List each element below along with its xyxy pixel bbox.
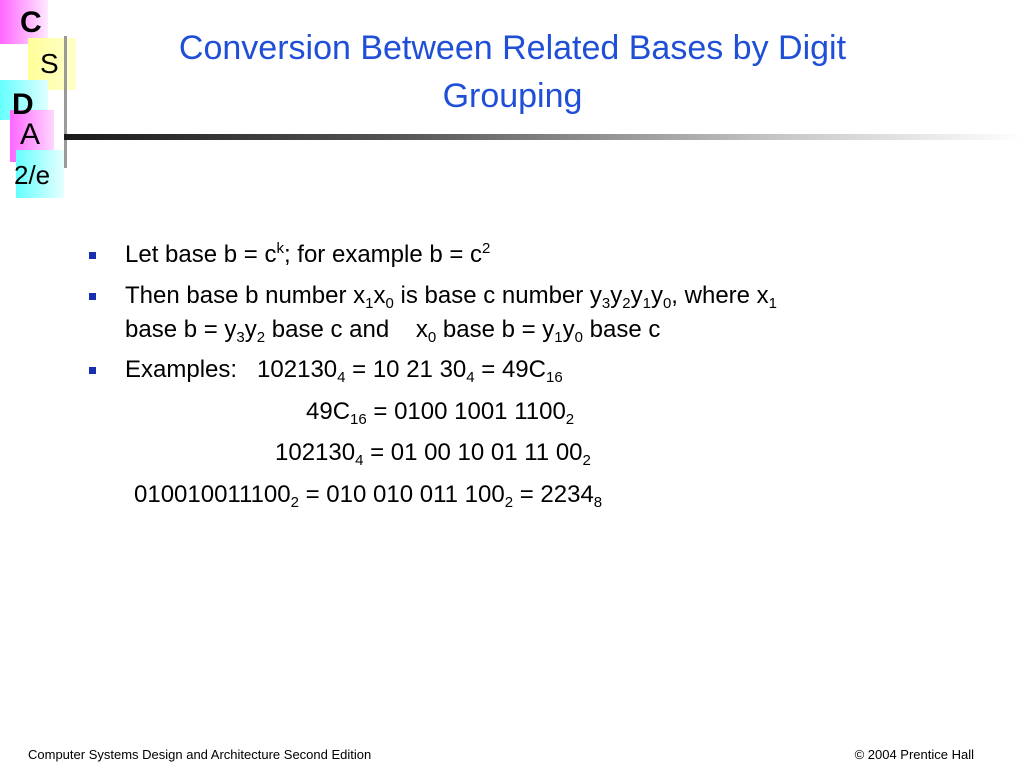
footer-right: © 2004 Prentice Hall [854,747,974,762]
bullet-2-line-2 [125,316,660,344]
subscript: 0 [574,329,583,346]
subscript: 2 [582,452,591,469]
text-run: base b = y [436,316,555,343]
title-line-1: Conversion Between Related Bases by Digit [178,29,847,67]
text-run: = 49C [474,356,546,383]
text-run: base c and x [265,316,428,343]
text-run: y [244,316,257,343]
subscript: 16 [546,369,563,386]
subscript: 1 [768,295,778,312]
subscript: 4 [466,369,475,386]
subscript: 3 [601,295,611,312]
text-run: base b = y [125,316,237,343]
text-run: , where x [671,282,769,309]
subscript: 0 [427,329,437,346]
subscript: 4 [355,452,364,469]
logo-edition: 2/e [14,160,51,190]
text-run: ; for example b = c [283,241,483,268]
example-line-2 [275,439,591,467]
subscript: 1 [554,329,563,346]
text-run: = 10 21 30 [345,356,467,383]
subscript: 2 [504,494,514,511]
bullet-3-text [125,356,563,384]
subscript: 3 [236,329,245,346]
superscript: 2 [482,240,491,257]
subscript: 2 [256,329,266,346]
logo-letter-d: D [12,88,34,121]
subscript: 2 [565,411,575,428]
text-run: y [630,282,643,309]
title-rule [64,134,1024,140]
footer-left: Computer Systems Design and Architecture Second Edition [28,747,372,762]
text-run: = 01 00 10 01 11 00 [363,439,583,466]
bullet-marker-1 [89,252,96,259]
title-line-2: Grouping [442,77,583,115]
text-run: is base c number y [393,282,602,309]
text-run: 102130 [275,439,356,466]
subscript: 16 [350,411,367,428]
bullet-2-line-1 [125,282,777,310]
logo-letter-a: A [20,118,41,151]
text-run: 49C [306,398,351,425]
superscript: k [276,240,284,257]
subscript: 8 [593,494,603,511]
text-run: = 0100 1001 1100 [366,398,566,425]
subscript: 0 [385,295,394,312]
text-run: = 2234 [513,481,594,508]
text-run: y [650,282,663,309]
text-run: Then base b number x [125,282,366,309]
bullet-marker-2 [89,293,96,300]
example-line-1 [306,398,574,426]
bullet-marker-3 [89,367,96,374]
text-run: = 010 010 011 100 [298,481,505,508]
text-run: base c [582,316,661,343]
subscript: 2 [622,295,631,312]
logo-letter-s: S [40,48,59,79]
text-run: Let base b = c [125,241,277,268]
text-run: x [373,282,386,309]
example-line-3 [134,481,602,509]
slide-title [110,24,915,120]
subscript: 0 [662,295,672,312]
text-run: y [610,282,623,309]
bullet-1-text [125,241,490,269]
text-run: 010010011100 [134,481,291,508]
subscript: 1 [642,295,651,312]
subscript: 1 [365,295,374,312]
logo-divider [64,36,67,168]
logo-letter-c: C [20,6,42,39]
text-run: Examples: 102130 [125,356,338,383]
text-run: y [562,316,575,343]
subscript: 4 [337,369,346,386]
subscript: 2 [290,494,299,511]
